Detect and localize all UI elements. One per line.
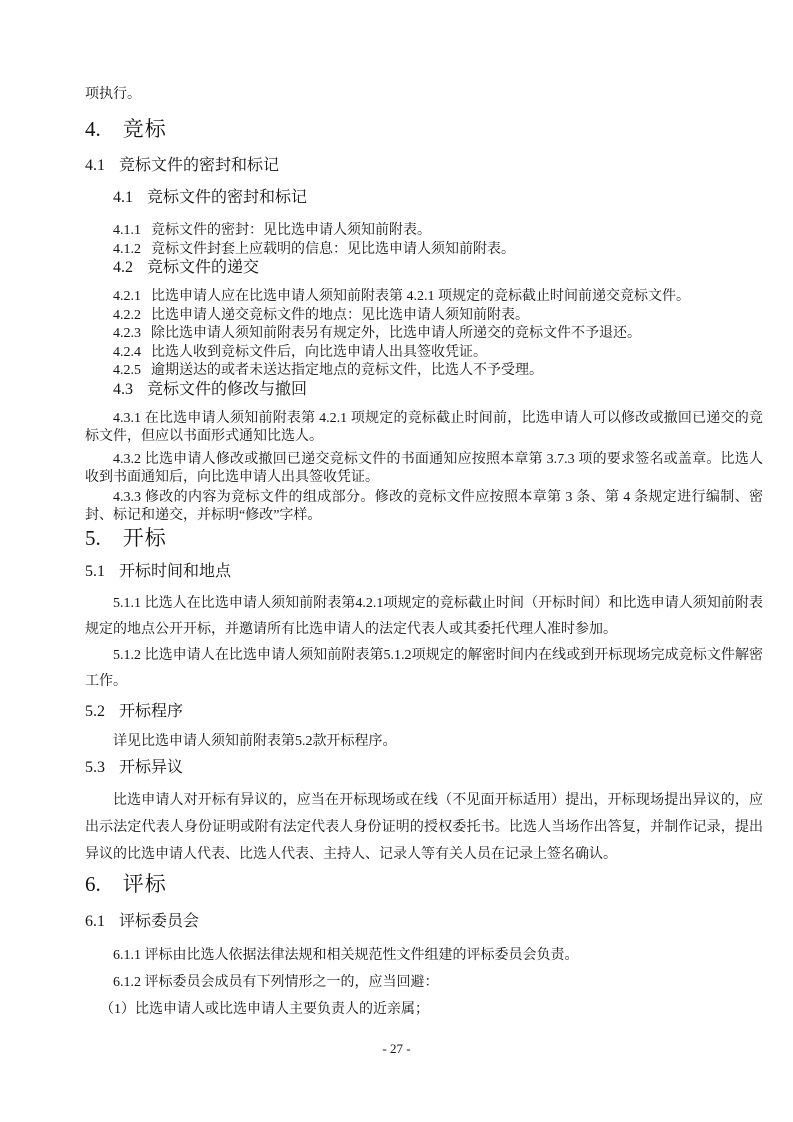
clause-5-2-body: 详见比选申请人须知前附表第5.2款开标程序。 (113, 733, 397, 749)
paragraph-continuation: 项执行。 (85, 87, 141, 102)
clause-text: 比选申请人递交竞标文件的地点：见比选申请人须知前附表。 (151, 307, 529, 323)
section-number: 5.1 (85, 562, 105, 580)
clause-number: 4.2.3 (113, 326, 141, 341)
section-title: 开标程序 (119, 702, 184, 720)
clause-number: 4.2.1 (113, 289, 141, 304)
section-number: 6.1 (85, 912, 105, 930)
section-number: 4.1 (113, 189, 133, 206)
page-number: - 27 - (382, 1041, 411, 1056)
clause-text: 逾期送达的或者未送达指定地点的竞标文件，比选人不予受理。 (151, 363, 543, 378)
clause-5-1-2: 5.1.2 比选申请人在比选申请人须知前附表第5.1.2项规定的解密时间内在线或到开标现场完成竞标文件解密工作。 (85, 647, 763, 689)
section-title: 竞标文件的密封和标记 (147, 189, 308, 206)
section-heading-4-1-inner (85, 188, 763, 208)
section-title: 竞标文件的修改与撤回 (147, 380, 308, 398)
section-title: 竞标文件的密封和标记 (119, 157, 280, 174)
chapter-title: 竞标 (122, 117, 167, 141)
chapter-number: 6. (85, 871, 101, 896)
section-heading-6-1 (85, 912, 763, 932)
clause-4-1-1 (85, 222, 763, 241)
clause-number: 4.2.4 (113, 344, 141, 360)
section-number: 4.1 (85, 157, 105, 174)
clause-text: 比选申请人应在比选申请人须知前附表第 4.2.1 项规定的竞标截止时间前递交竞标文件。 (151, 289, 690, 304)
section-title: 评标委员会 (119, 912, 200, 930)
clause-4-3-1: 4.3.1 在比选申请人须知前附表第 4.2.1 项规定的竞标截止时间前，比选申请人可以修改或撤回已递交的竞标文件，但应以书面形式通知比选人。 (85, 410, 763, 444)
section-title: 开标异议 (119, 758, 184, 776)
section-heading-4-1-outer (85, 156, 763, 176)
clause-4-2-3 (85, 325, 763, 344)
section-title: 竞标文件的递交 (147, 259, 260, 276)
section-heading-5-3 (85, 758, 763, 778)
clause-6-1-1: 6.1.1 评标由比选人依据法律法规和相关规范性文件组建的评标委员会负责。 (113, 947, 579, 963)
clause-number: 4.2.5 (113, 363, 141, 378)
clause-6-1-2: 6.1.2 评标委员会成员有下列情形之一的，应当回避： (113, 974, 439, 990)
clause-4-3-2: 4.3.2 比选申请人修改或撤回已递交竞标文件的书面通知应按照本章第 3.7.3 项的要求签名或盖章。比选人收到书面通知后，向比选申请人出具签收凭证。 (85, 451, 763, 485)
clause-5-1-1: 5.1.1 比选人在比选申请人须知前附表第4.2.1项规定的竞标截止时间（开标时间）和比选申请人须知前附表规定的地点公开开标，并邀请所有比选申请人的法定代表人或其委托代理人准时参加。 (85, 595, 763, 637)
section-number: 5.3 (85, 758, 105, 776)
chapter-title: 开标 (122, 525, 167, 550)
clause-text: 比选人收到竞标文件后，向比选申请人出具签收凭证。 (151, 344, 487, 360)
chapter-title: 评标 (122, 871, 167, 896)
section-title: 开标时间和地点 (119, 562, 232, 580)
clause-4-2-4 (85, 344, 763, 363)
section-number: 5.2 (85, 702, 105, 720)
clause-number: 4.2.2 (113, 307, 141, 323)
clause-text: 竞标文件的密封：见比选申请人须知前附表。 (151, 223, 431, 238)
section-heading-4-3 (85, 380, 763, 400)
section-heading-5-1 (85, 562, 763, 582)
chapter-number: 4. (85, 117, 101, 141)
clause-6-1-2-item-1: （1）比选申请人或比选申请人主要负责人的近亲属； (100, 1001, 429, 1017)
chapter-heading-6 (85, 871, 763, 897)
clause-4-2-2 (85, 307, 763, 326)
clause-text: 除比选申请人须知前附表另有规定外，比选申请人所递交的竞标文件不予退还。 (151, 326, 641, 341)
clause-number: 4.1.1 (113, 223, 141, 238)
clause-5-3-body: 比选申请人对开标有异议的，应当在开标现场或在线（不见面开标适用）提出，开标现场提出异议的，应出示法定代表人身份证明或附有法定代表人身份证明的授权委托书。比选人当场作出答复，并制作记录，提出异议的比选申请人代表、比选人代表、主持人、记录人等有关人员在记录上签名确认。 (85, 792, 763, 862)
clause-4-3-3: 4.3.3 修改的内容为竞标文件的组成部分。修改的竞标文件应按照本章第 3 条、第 4 条规定进行编制、密封、标记和递交，并标明“修改”字样。 (85, 489, 763, 523)
clause-4-2-1 (85, 288, 763, 307)
clause-4-1-2 (85, 241, 763, 260)
section-heading-4-2 (85, 258, 763, 278)
section-number: 4.2 (113, 259, 133, 276)
clause-number: 4.1.2 (113, 241, 141, 257)
clause-4-2-5 (85, 362, 763, 381)
document-content (85, 0, 763, 1023)
section-number: 4.3 (113, 380, 133, 398)
chapter-heading-4 (85, 116, 763, 142)
clause-text: 竞标文件封套上应载明的信息：见比选申请人须知前附表。 (151, 241, 515, 257)
chapter-heading-5 (85, 525, 763, 551)
section-heading-5-2 (85, 702, 763, 722)
chapter-number: 5. (85, 525, 101, 550)
